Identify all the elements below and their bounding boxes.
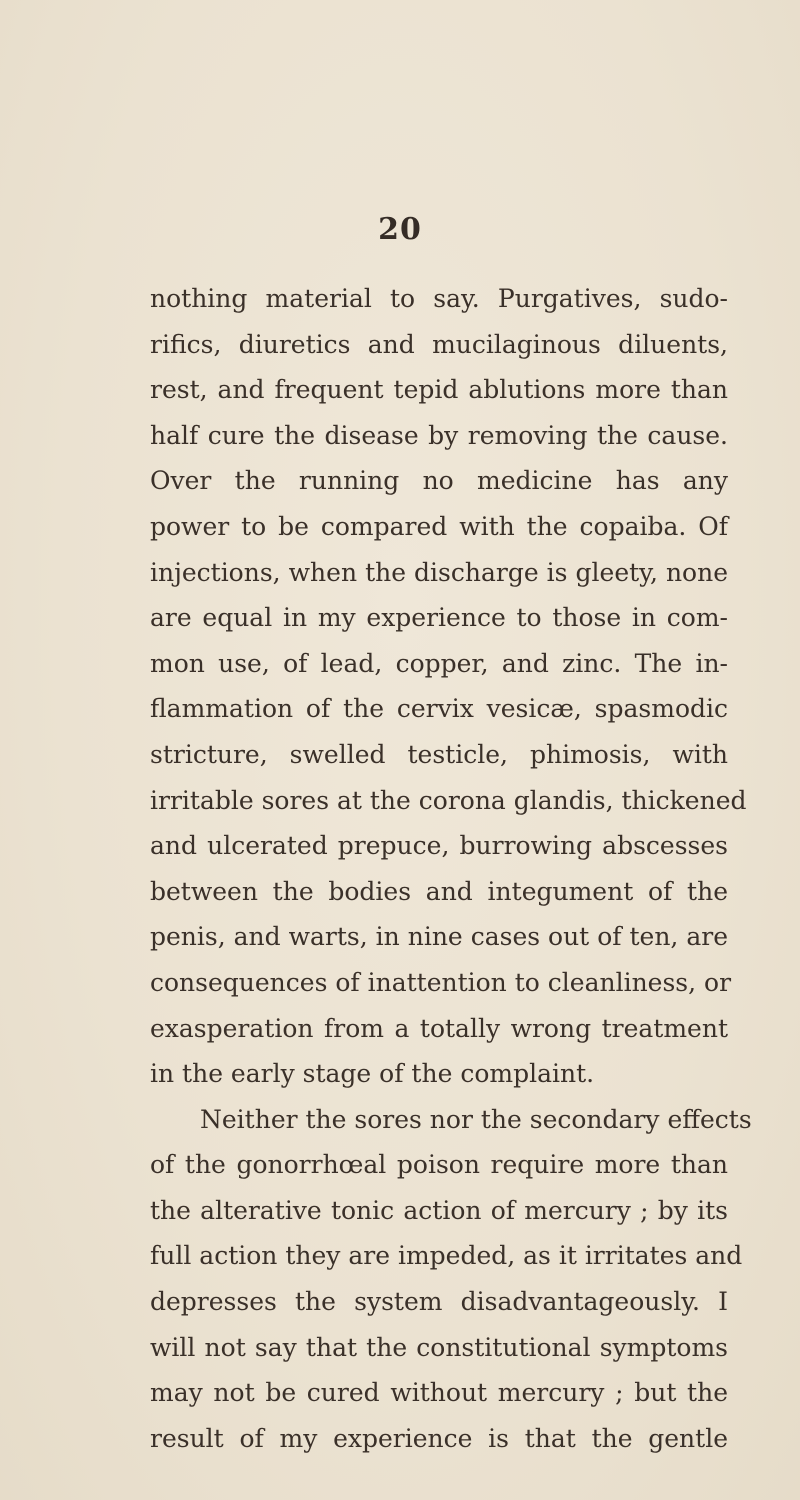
body-text [150, 276, 752, 1461]
text-line: Over the running no medicine has any [150, 466, 728, 496]
text-line: rest, and frequent tepid ablutions more than [150, 375, 728, 405]
paragraph-end-line: in the early stage of the complaint. [150, 1059, 595, 1089]
text-line: irritable sores at the corona glandis, thickened [150, 785, 747, 815]
text-line: consequences of inattention to cleanliness, or [150, 967, 732, 997]
text-line: mon use, of lead, copper, and zinc. The in- [150, 648, 728, 678]
text-line: rifics, diuretics and mucilaginous diluents, [150, 329, 728, 359]
text-line: of the gonorrhœal poison require more than [150, 1150, 728, 1180]
text-line: the alterative tonic action of mercury ; by its [150, 1195, 728, 1225]
text-line: between the bodies and integument of the [150, 876, 728, 906]
text-line: may not be cured without mercury ; but the [150, 1378, 728, 1408]
text-line: injections, when the discharge is gleety, none [150, 557, 728, 587]
text-line: half cure the disease by removing the cause. [150, 420, 728, 450]
text-line: and ulcerated prepuce, burrowing abscesses [150, 831, 728, 861]
text-line: stricture, swelled testicle, phimosis, with [150, 739, 728, 769]
text-line: exasperation from a totally wrong treatment [150, 1013, 728, 1043]
text-line: nothing material to say. Purgatives, sudo- [150, 284, 728, 313]
text-line: result of my experience is that the gentle [150, 1423, 728, 1453]
text-line: full action they are impeded, as it irritates and [150, 1241, 743, 1271]
text-line: depresses the system disadvantageously. I [150, 1287, 728, 1317]
text-line: flammation of the cervix vesicæ, spasmodic [150, 694, 728, 724]
text-line: power to be compared with the copaiba. Of [150, 511, 728, 541]
paragraph-start-line: Neither the sores nor the secondary effects [200, 1104, 752, 1134]
text-line: will not say that the constitutional symptoms [150, 1332, 728, 1362]
text-line: penis, and warts, in nine cases out of ten, are [150, 922, 728, 952]
page-number: 20 [378, 212, 422, 247]
text-line: are equal in my experience to those in com- [150, 603, 728, 633]
